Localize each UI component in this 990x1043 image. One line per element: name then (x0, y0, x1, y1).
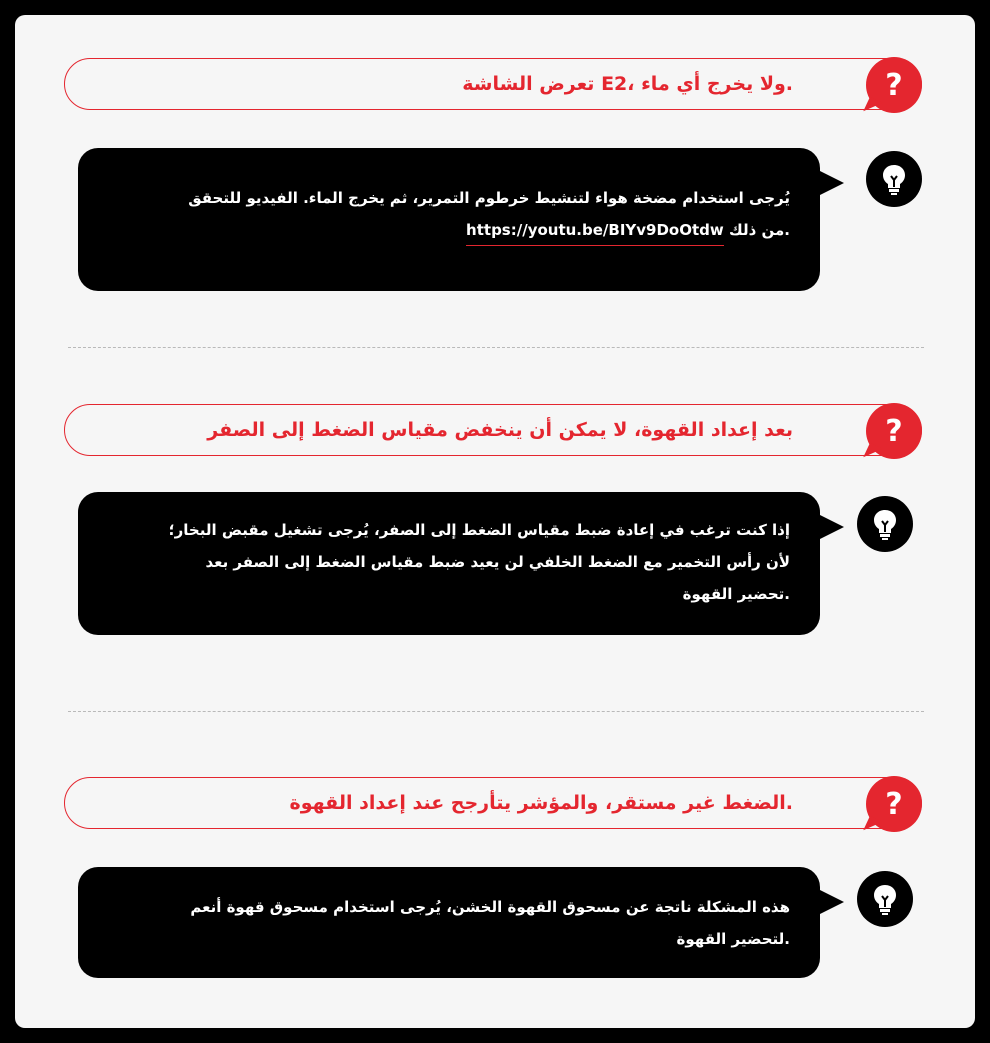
lightbulb-icon (857, 871, 913, 927)
faq-answer-2 (78, 492, 820, 635)
faq-question-3[interactable] (64, 777, 922, 829)
question-icon: ? (866, 57, 922, 113)
question-icon: ? (866, 403, 922, 459)
answer-line: هذه المشكلة ناتجة عن مسحوق القهوة الخشن، يُرجى استخدام مسحوق قهوة أنعم (190, 898, 790, 916)
answer-line: لأن رأس التخمير مع الضغط الخلفي لن يعيد ضبط مقياس الضغط إلى الصفر بعد (205, 553, 790, 571)
question-text: .ولا يخرج أي ماء ،E2 تعرض الشاشة (462, 73, 793, 95)
faq-question-2[interactable] (64, 404, 922, 456)
answer-line: .تحضير القهوة (682, 585, 790, 603)
question-icon: ? (866, 776, 922, 832)
question-text: بعد إعداد القهوة، لا يمكن أن ينخفض مقياس الضغط إلى الصفر (207, 419, 793, 441)
faq-answer-3 (78, 867, 820, 978)
divider (68, 711, 924, 712)
answer-line: .من ذلك (728, 221, 790, 239)
faq-question-1[interactable] (64, 58, 922, 110)
answer-line: إذا كنت ترغب في إعادة ضبط مقياس الضغط إلى الصفر، يُرجى تشغيل مقبض البخار؛ (168, 521, 790, 539)
faq-answer-1 (78, 148, 820, 291)
answer-line: يُرجى استخدام مضخة هواء لتنشيط خرطوم التمرير، ثم يخرج الماء. الفيديو للتحقق (188, 189, 790, 207)
lightbulb-icon (857, 496, 913, 552)
question-text: .الضغط غير مستقر، والمؤشر يتأرجح عند إعداد القهوة (289, 792, 793, 814)
divider (68, 347, 924, 348)
video-link[interactable]: https://youtu.be/BIYv9DoOtdw (466, 221, 724, 246)
lightbulb-icon (866, 151, 922, 207)
answer-line: .لتحضير القهوة (676, 930, 790, 948)
